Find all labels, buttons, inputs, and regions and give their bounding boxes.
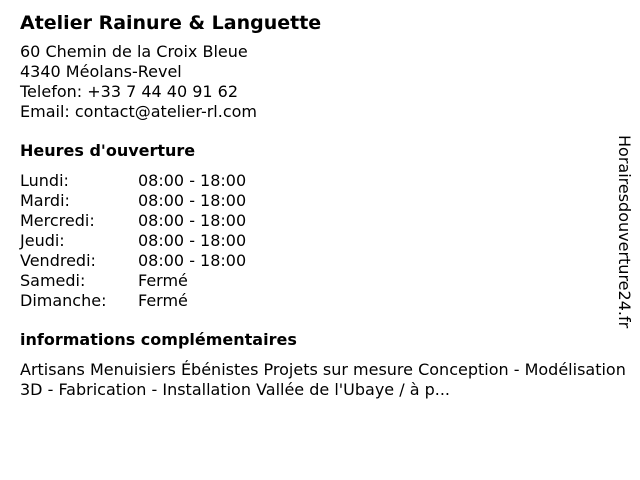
hours-row-saturday (20, 271, 632, 291)
opening-hours-title: Heures d'ouverture (20, 141, 196, 160)
address-line-1: 60 Chemin de la Croix Bleue (20, 42, 248, 61)
additional-info-title: informations complémentaires (20, 330, 297, 349)
business-card (20, 10, 632, 400)
hours-day: Mercredi: (20, 211, 95, 230)
hours-row-tuesday (20, 191, 632, 211)
hours-time: Fermé (138, 271, 188, 290)
opening-hours-list (20, 171, 632, 311)
hours-day: Jeudi: (20, 231, 65, 250)
hours-row-sunday (20, 291, 632, 311)
address-line-2: 4340 Méolans-Revel (20, 62, 182, 81)
hours-time: 08:00 - 18:00 (138, 251, 247, 270)
hours-time: 08:00 - 18:00 (138, 191, 247, 210)
hours-time: 08:00 - 18:00 (138, 211, 247, 230)
hours-time: 08:00 - 18:00 (138, 171, 247, 190)
hours-time: Fermé (138, 291, 188, 310)
hours-time: 08:00 - 18:00 (138, 231, 247, 250)
hours-day: Mardi: (20, 191, 70, 210)
site-watermark: Horairesdouverture24.fr (615, 135, 634, 329)
email-address: Email: contact@atelier-rl.com (20, 102, 258, 121)
phone-number: Telefon: +33 7 44 40 91 62 (20, 82, 239, 101)
additional-info-text: Artisans Menuisiers Ébénistes Projets sur mesure Conception - Modélisation 3D - Fabrication - Installation Vallée de l'Ubaye / à p... (20, 360, 626, 399)
hours-row-thursday (20, 231, 632, 251)
hours-day: Dimanche: (20, 291, 107, 310)
hours-row-friday (20, 251, 632, 271)
hours-day: Vendredi: (20, 251, 96, 270)
business-name: Atelier Rainure & Languette (20, 12, 322, 34)
hours-row-monday (20, 171, 632, 191)
hours-day: Samedi: (20, 271, 86, 290)
hours-day: Lundi: (20, 171, 69, 190)
hours-row-wednesday (20, 211, 632, 231)
